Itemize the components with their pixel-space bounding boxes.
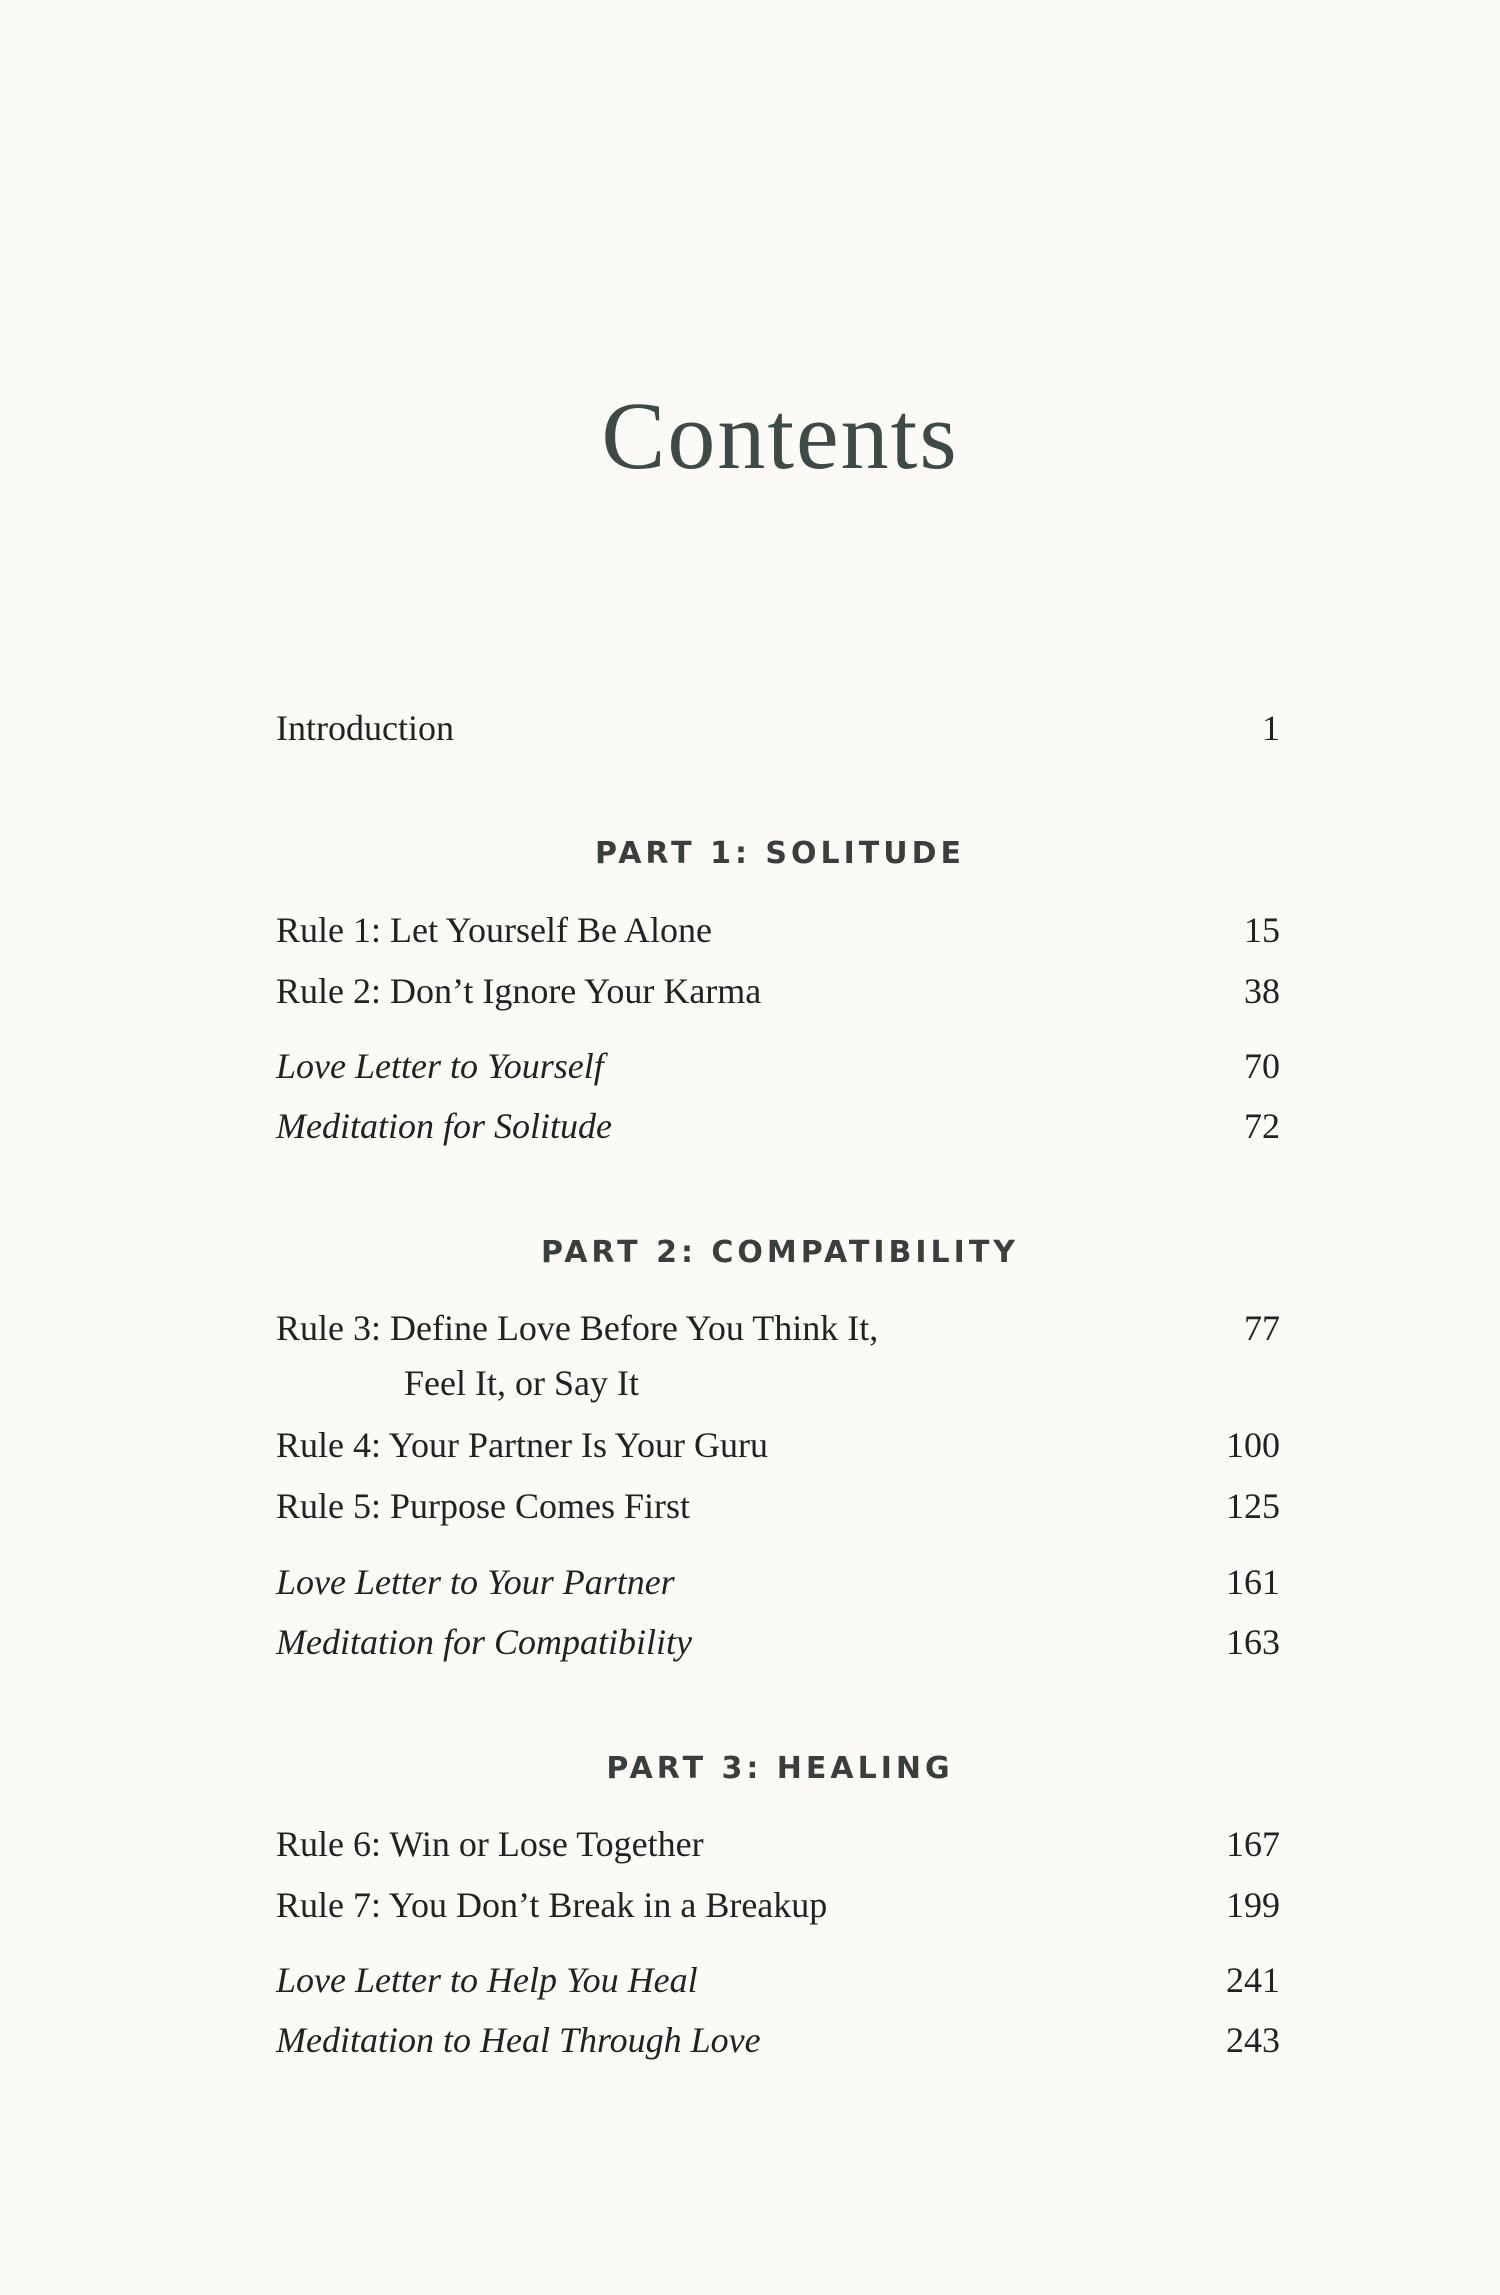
toc-page-number: 38 bbox=[1244, 971, 1280, 1011]
toc-entry-rule-2[interactable] bbox=[276, 969, 1280, 1013]
toc-entry-label: Love Letter to Yourself bbox=[276, 1046, 604, 1086]
toc-page-number: 72 bbox=[1244, 1106, 1280, 1146]
toc-entry-label-continuation: Feel It, or Say It bbox=[404, 1363, 639, 1403]
part-heading-healing: PART 3: HEALING bbox=[606, 1751, 954, 1786]
part-heading-solitude: PART 1: SOLITUDE bbox=[594, 836, 966, 871]
toc-entry-label: Meditation for Solitude bbox=[276, 1106, 612, 1146]
toc-entry-rule-3[interactable] bbox=[276, 1306, 1280, 1403]
toc-page-number: 243 bbox=[1226, 2020, 1280, 2060]
toc-page-number: 199 bbox=[1226, 1885, 1280, 1925]
toc-entry-meditation-heal[interactable] bbox=[276, 2018, 1280, 2062]
toc-page-number: 241 bbox=[1226, 1960, 1280, 2000]
toc-page-number: 77 bbox=[1244, 1308, 1280, 1348]
toc-entry-meditation-solitude[interactable] bbox=[276, 1104, 1280, 1148]
page-title: Contents bbox=[601, 382, 959, 489]
toc-page-number: 100 bbox=[1226, 1425, 1280, 1465]
toc-page-number: 161 bbox=[1226, 1562, 1280, 1602]
toc-entry-label: Rule 3: Define Love Before You Think It, bbox=[276, 1308, 879, 1348]
toc-page-number: 15 bbox=[1244, 910, 1280, 950]
toc-entry-love-letter-partner[interactable] bbox=[276, 1560, 1280, 1604]
toc-entry-label: Rule 7: You Don’t Break in a Breakup bbox=[276, 1885, 828, 1925]
toc-entry-label: Rule 2: Don’t Ignore Your Karma bbox=[276, 971, 762, 1011]
toc-page-number: 163 bbox=[1226, 1622, 1280, 1662]
toc-entry-rule-6[interactable] bbox=[276, 1822, 1280, 1866]
toc-entry-label: Rule 4: Your Partner Is Your Guru bbox=[276, 1425, 769, 1465]
toc-entry-introduction[interactable] bbox=[276, 706, 1280, 750]
toc-entry-label: Meditation for Compatibility bbox=[276, 1622, 692, 1662]
toc-entry-label: Rule 1: Let Yourself Be Alone bbox=[276, 910, 712, 950]
toc-entry-love-letter-yourself[interactable] bbox=[276, 1044, 1280, 1088]
toc-entry-label: Rule 5: Purpose Comes First bbox=[276, 1486, 691, 1526]
toc-entry-love-letter-heal[interactable] bbox=[276, 1958, 1280, 2002]
toc-page-number: 125 bbox=[1226, 1486, 1280, 1526]
toc-entry-rule-5[interactable] bbox=[276, 1484, 1280, 1528]
toc-entry-meditation-compatibility[interactable] bbox=[276, 1620, 1280, 1664]
toc-page-number: 1 bbox=[1262, 708, 1280, 748]
toc-entry-label: Love Letter to Your Partner bbox=[276, 1562, 675, 1602]
toc-entry-rule-1[interactable] bbox=[276, 908, 1280, 952]
toc-entry-label: Rule 6: Win or Lose Together bbox=[276, 1824, 704, 1864]
toc-entry-rule-4[interactable] bbox=[276, 1423, 1280, 1467]
toc-entry-label: Love Letter to Help You Heal bbox=[276, 1960, 698, 2000]
toc-page-number: 167 bbox=[1226, 1824, 1280, 1864]
toc-entry-label: Meditation to Heal Through Love bbox=[276, 2020, 761, 2060]
part-heading-compatibility: PART 2: COMPATIBILITY bbox=[540, 1235, 1020, 1270]
toc-entry-label: Introduction bbox=[276, 708, 454, 748]
toc-page-number: 70 bbox=[1244, 1046, 1280, 1086]
toc-entry-rule-7[interactable] bbox=[276, 1883, 1280, 1927]
